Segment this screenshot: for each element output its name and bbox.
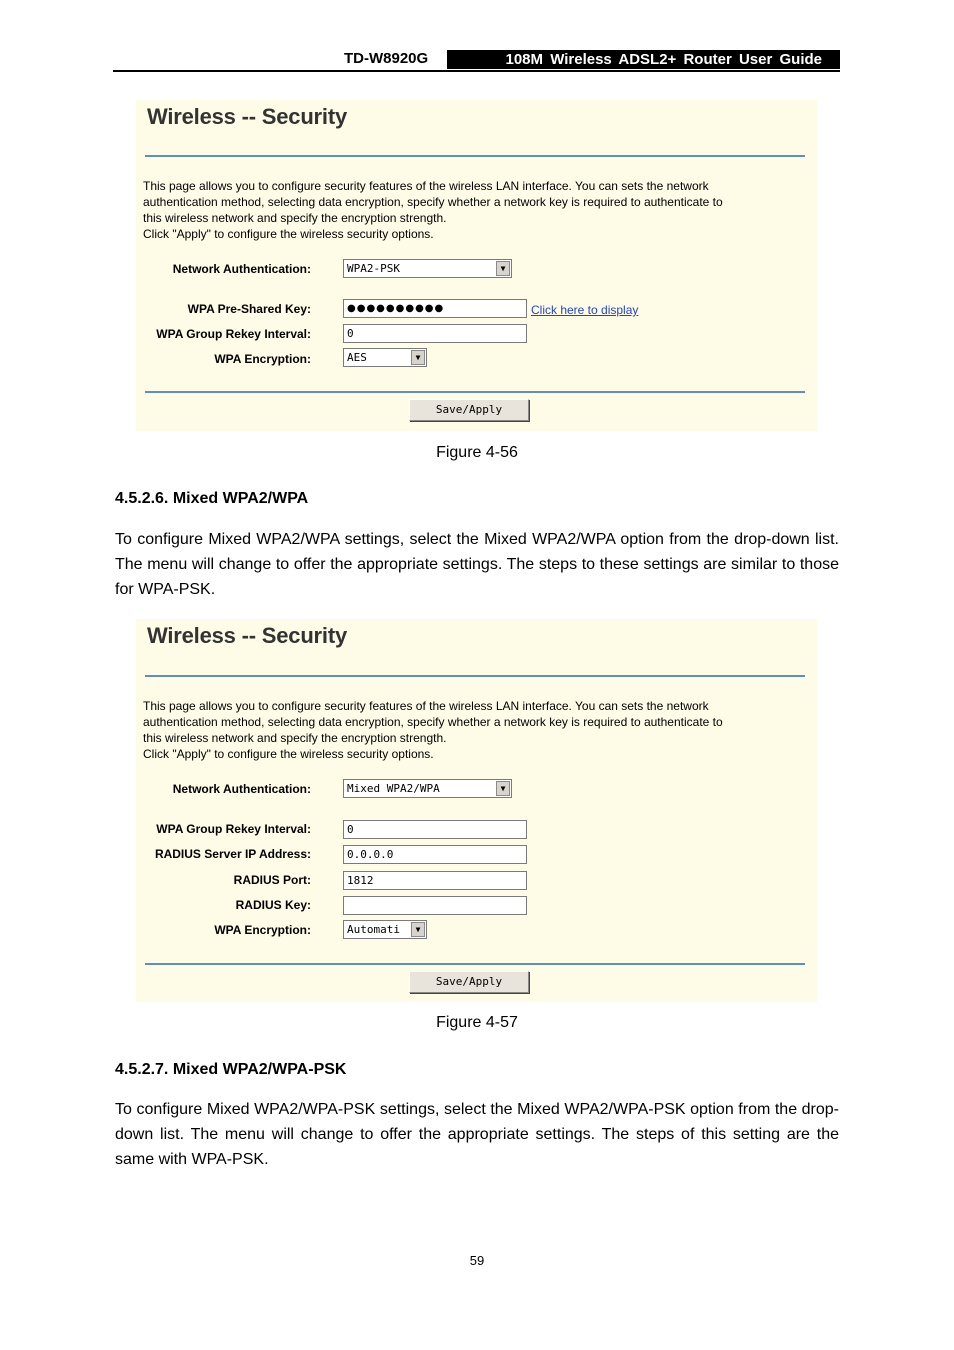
description-line: This page allows you to configure security features of the wireless LAN interface. You can sets the network <box>143 699 709 713</box>
wpa-pre-shared-key-label: WPA Pre-Shared Key: <box>187 302 311 316</box>
wpa-group-rekey-interval-input[interactable]: 0 <box>343 324 527 343</box>
wpa-encryption-label: WPA Encryption: <box>214 352 311 366</box>
figure-caption: Figure 4-56 <box>436 444 518 461</box>
wireless-security-panel-wpa2-psk <box>136 100 817 431</box>
description-line: Click "Apply" to configure the wireless security options. <box>143 747 434 761</box>
chevron-down-icon[interactable]: ▼ <box>411 350 425 365</box>
header-guide-title: 108M Wireless ADSL2+ Router User Guide <box>447 50 840 69</box>
figure-caption: Figure 4-57 <box>436 1014 518 1031</box>
wpa-encryption-select[interactable] <box>343 348 427 367</box>
radius-server-ip-address-input[interactable]: 0.0.0.0 <box>343 845 527 864</box>
radius-server-ip-address-label: RADIUS Server IP Address: <box>154 847 311 861</box>
description-line: Click "Apply" to configure the wireless security options. <box>143 227 434 241</box>
top-divider <box>145 675 805 677</box>
wpa-group-rekey-interval-label: WPA Group Rekey Interval: <box>156 822 311 836</box>
chevron-down-icon[interactable]: ▼ <box>496 781 510 796</box>
top-divider <box>145 155 805 157</box>
panel-title: Wireless -- Security <box>147 104 347 129</box>
radius-port-label: RADIUS Port: <box>233 873 311 887</box>
panel-description <box>143 178 783 242</box>
page-number: 59 <box>469 1253 485 1268</box>
header-rule <box>113 70 840 72</box>
wireless-security-panel-mixed-wpa2-wpa <box>136 619 817 1002</box>
section-paragraph: To configure Mixed WPA2/WPA-PSK settings, select the Mixed WPA2/WPA-PSK option from the drop-down list. The menu will change to offer the appropriate settings. The steps of this setting are the same with WPA-PSK. <box>115 1101 839 1168</box>
radius-key-label: RADIUS Key: <box>235 898 311 912</box>
description-line: this wireless network and specify the encryption strength. <box>143 211 447 225</box>
description-line: authentication method, selecting data encryption, specify whether a network key is required to authenticate to <box>143 195 723 209</box>
section-heading: 4.5.2.6. Mixed WPA2/WPA <box>115 490 309 507</box>
network-authentication-select[interactable] <box>343 779 512 798</box>
wpa-encryption-label: WPA Encryption: <box>214 923 311 937</box>
section-paragraph: To configure Mixed WPA2/WPA settings, select the Mixed WPA2/WPA option from the drop-down list. The menu will change to offer the appropriate settings. The steps to these settings are similar to those for WPA-PSK. <box>115 531 839 598</box>
selected-value: AES <box>347 351 367 364</box>
radius-key-input[interactable] <box>343 896 527 915</box>
description-line: This page allows you to configure security features of the wireless LAN interface. You can sets the network <box>143 179 709 193</box>
selected-value: Mixed WPA2/WPA <box>347 782 440 795</box>
click-here-to-display-link[interactable]: Click here to display <box>531 303 639 317</box>
save-apply-button[interactable]: Save/Apply <box>409 971 529 993</box>
wpa-group-rekey-interval-label: WPA Group Rekey Interval: <box>156 327 311 341</box>
selected-value: Automati <box>347 923 400 936</box>
panel-description <box>143 698 783 762</box>
network-authentication-label: Network Authentication: <box>172 782 311 796</box>
wpa-pre-shared-key-input[interactable]: ●●●●●●●●●● <box>343 299 527 318</box>
wpa-group-rekey-interval-input[interactable]: 0 <box>343 820 527 839</box>
radius-port-input[interactable]: 1812 <box>343 871 527 890</box>
wpa-encryption-select[interactable] <box>343 920 427 939</box>
bottom-divider <box>145 963 805 965</box>
description-line: authentication method, selecting data encryption, specify whether a network key is required to authenticate to <box>143 715 723 729</box>
chevron-down-icon[interactable]: ▼ <box>411 922 425 937</box>
section-heading: 4.5.2.7. Mixed WPA2/WPA-PSK <box>115 1061 347 1078</box>
network-authentication-label: Network Authentication: <box>172 262 311 276</box>
network-authentication-select[interactable] <box>343 259 512 278</box>
selected-value: WPA2-PSK <box>347 262 400 275</box>
panel-title: Wireless -- Security <box>147 623 347 648</box>
bottom-divider <box>145 391 805 393</box>
description-line: this wireless network and specify the encryption strength. <box>143 731 447 745</box>
save-apply-button[interactable]: Save/Apply <box>409 399 529 421</box>
header-model: TD-W8920G <box>344 50 429 67</box>
chevron-down-icon[interactable]: ▼ <box>496 261 510 276</box>
